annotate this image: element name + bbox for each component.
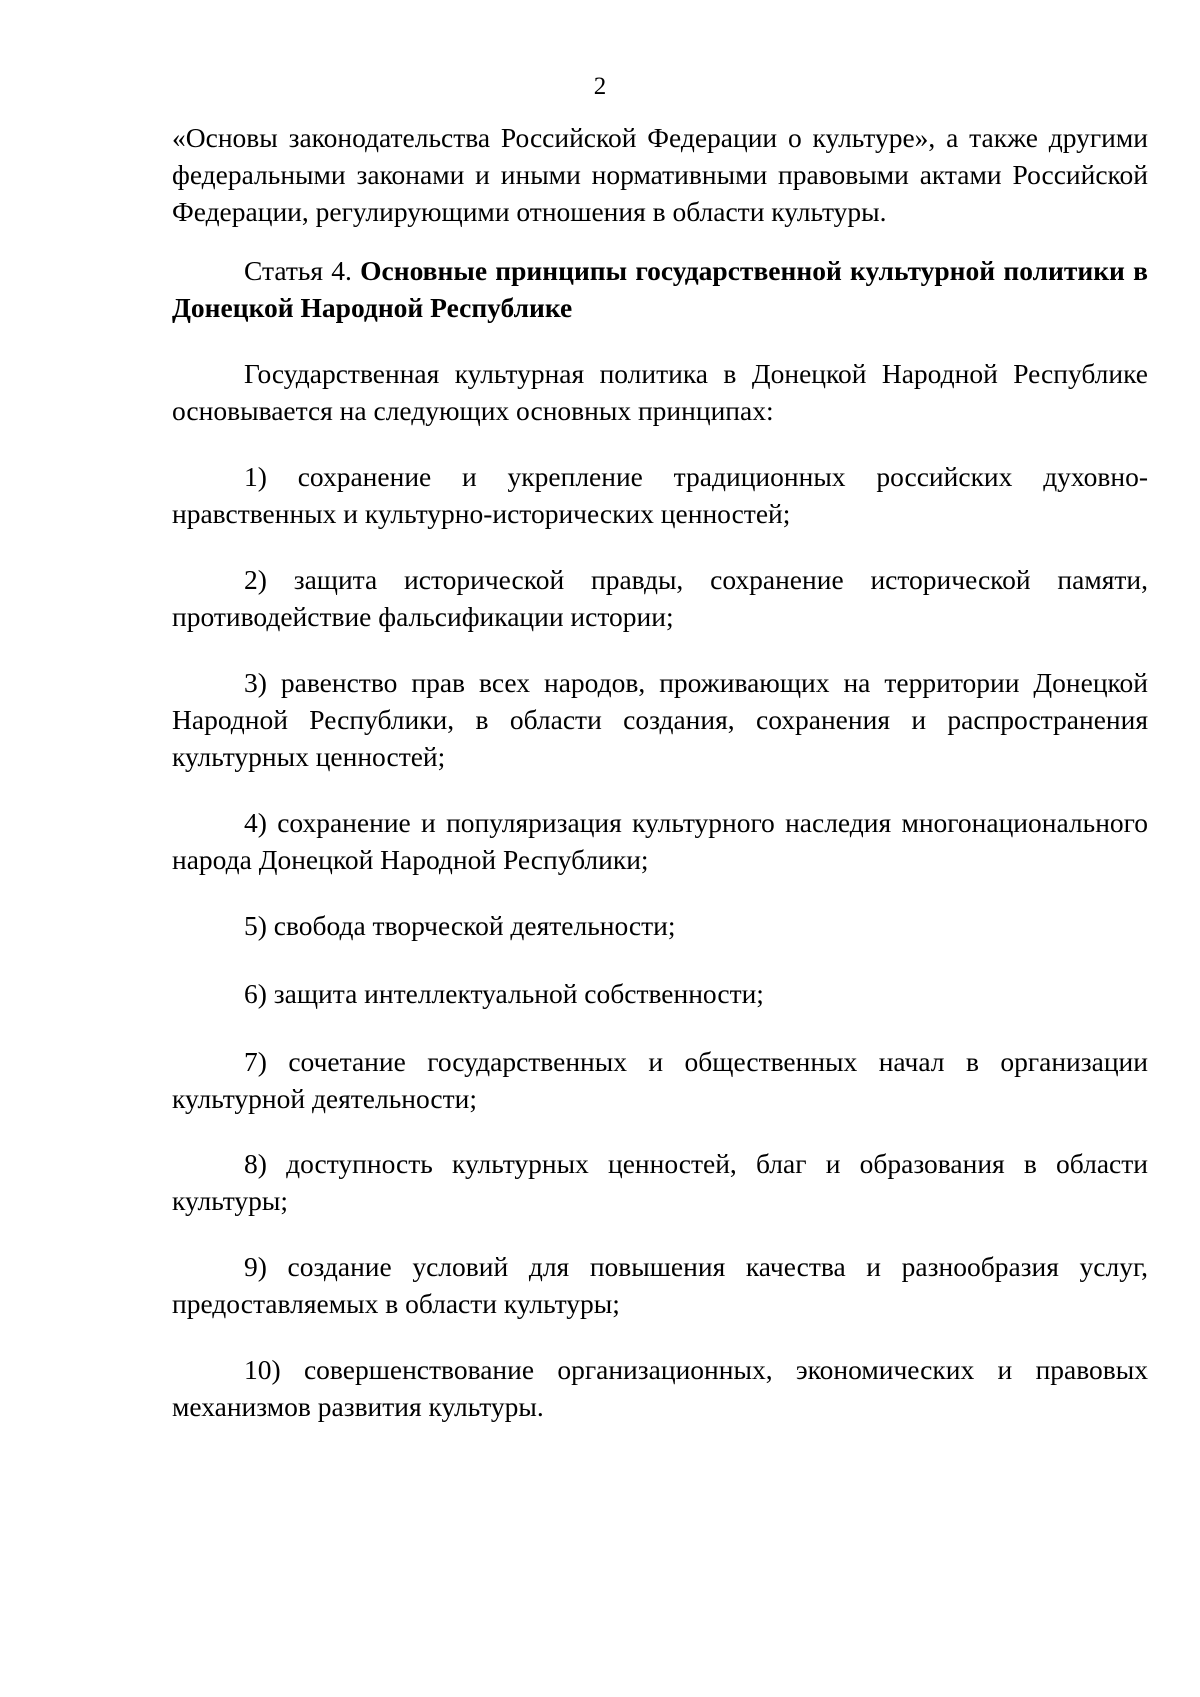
principle-item: 5) свобода творческой деятельности;: [244, 910, 676, 941]
principle-item: 8) доступность культурных ценностей, благ и образования в области культуры;: [172, 1148, 1148, 1216]
principle-item: 10) совершенствование организационных, экономических и правовых механизмов развития культуры.: [172, 1354, 1148, 1422]
principle-item: 6) защита интеллектуальной собственности;: [244, 978, 764, 1009]
principle-item: 9) создание условий для повышения качества и разнообразия услуг, предоставляемых в области культуры;: [172, 1251, 1148, 1319]
page-number: 2: [593, 73, 607, 100]
article-heading: [172, 252, 1148, 326]
lead-paragraph: Государственная культурная политика в Донецкой Народной Республике основывается на следующих основных принципах:: [172, 358, 1148, 426]
article-prefix: Статья 4.: [244, 255, 352, 286]
principle-item: 4) сохранение и популяризация культурного наследия многонационального народа Донецкой Народной Республики;: [172, 807, 1148, 875]
principle-item: 2) защита исторической правды, сохранение исторической памяти, противодействие фальсификации истории;: [172, 564, 1148, 632]
intro-paragraph: «Основы законодательства Российской Федерации о культуре», а также другими федеральными законами и иными нормативными правовыми актами Российской Федерации, регулирующими отношения в области культуры.: [172, 122, 1148, 227]
article-title: Основные принципы государственной культурной политики в Донецкой Народной Республике: [172, 255, 1148, 323]
principle-item: 3) равенство прав всех народов, проживающих на территории Донецкой Народной Республики, в области создания, сохранения и распространения культурных ценностей;: [172, 667, 1148, 772]
principle-item: 7) сочетание государственных и общественных начал в организации культурной деятельности;: [172, 1046, 1148, 1114]
principle-item: 1) сохранение и укрепление традиционных российских духовно-нравственных и культурно-исторических ценностей;: [172, 461, 1148, 529]
